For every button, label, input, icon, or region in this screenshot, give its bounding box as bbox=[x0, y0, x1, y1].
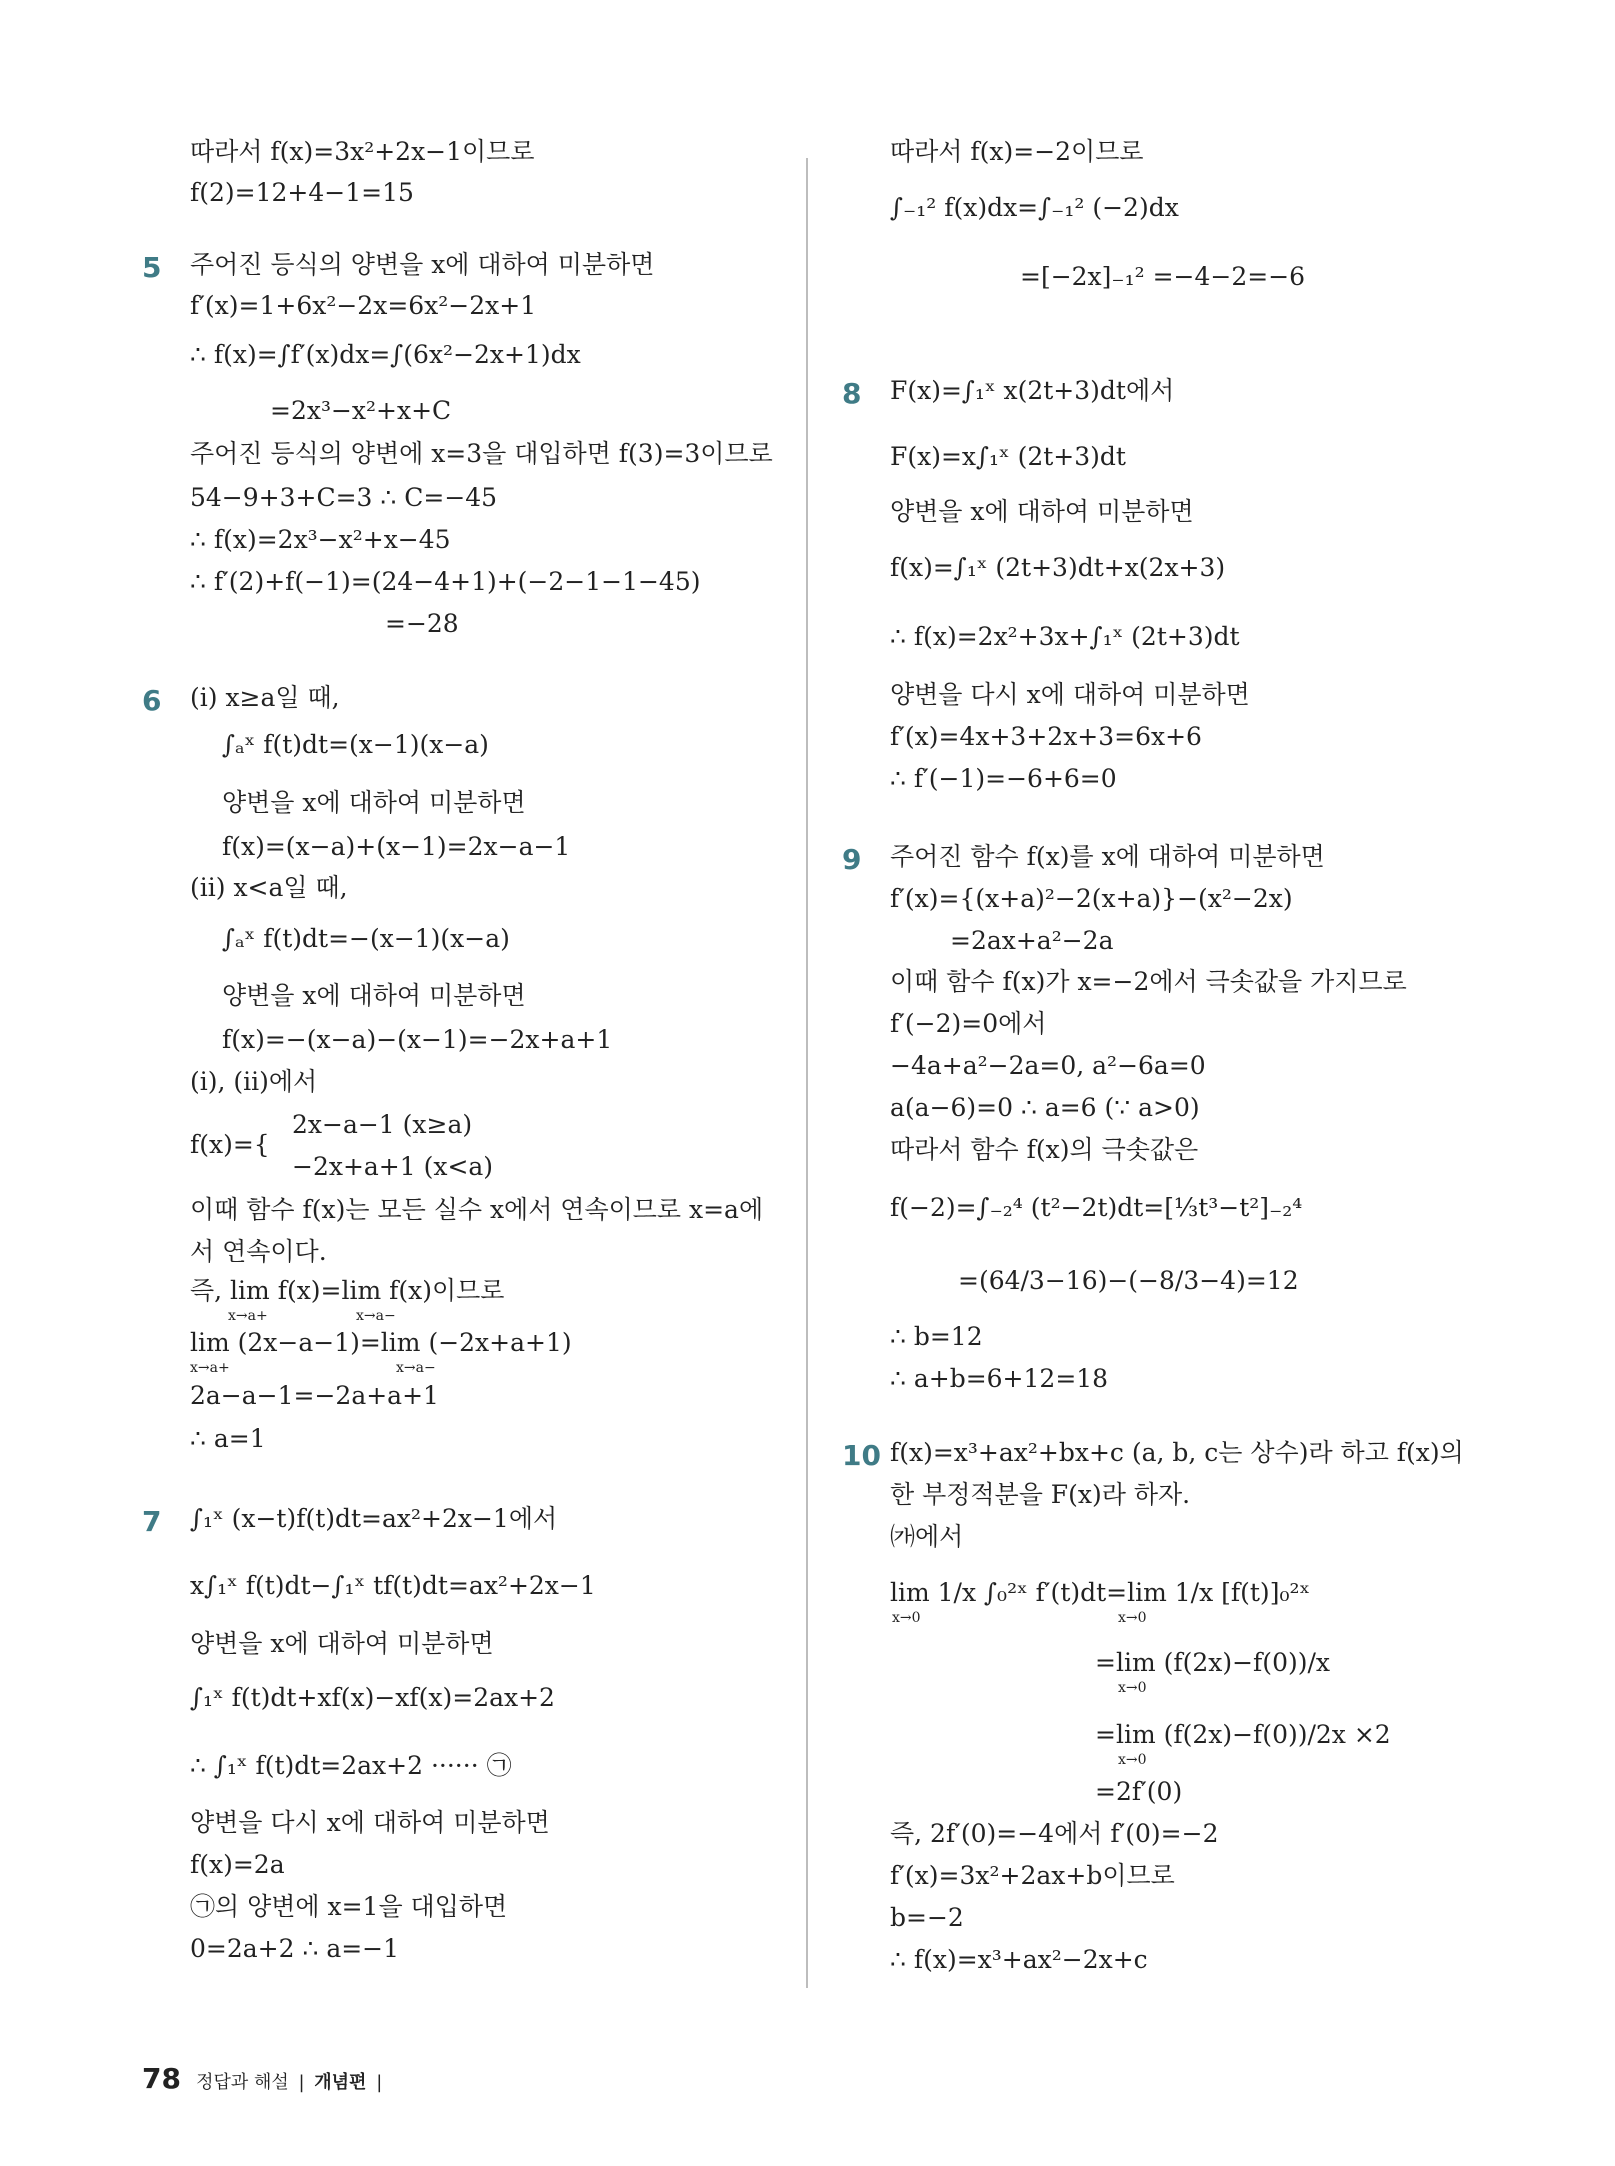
solution-line: ∴ a+b=6+12=18 bbox=[890, 1364, 1109, 1393]
page-number: 78 bbox=[142, 2062, 181, 2095]
solution-line: f(2)=12+4−1=15 bbox=[190, 178, 414, 207]
solution-line: ∫₁ˣ (x−t)f(t)dt=ax²+2x−1에서 bbox=[190, 1504, 558, 1533]
solution-line: f′(x)=1+6x²−2x=6x²−2x+1 bbox=[190, 291, 537, 320]
solution-line: f(x)=−(x−a)−(x−1)=−2x+a+1 bbox=[222, 1025, 613, 1054]
solution-line: F(x)=x∫₁ˣ (2t+3)dt bbox=[890, 442, 1126, 471]
limit-subscript: x→a− bbox=[396, 1360, 436, 1376]
solution-line: 양변을 다시 x에 대하여 미분하면 bbox=[890, 680, 1250, 709]
solution-line: f(x)=(x−a)+(x−1)=2x−a−1 bbox=[222, 832, 571, 861]
solution-line: ∴ b=12 bbox=[890, 1322, 983, 1351]
solution-line: 주어진 등식의 양변을 x에 대하여 미분하면 bbox=[190, 250, 655, 279]
solution-line: =−28 bbox=[385, 609, 459, 638]
solution-line: ∴ f′(2)+f(−1)=(24−4+1)+(−2−1−1−45) bbox=[190, 567, 701, 596]
solution-line: ∫₁ˣ f(t)dt+xf(x)−xf(x)=2ax+2 bbox=[190, 1683, 555, 1712]
solution-line: (i) x≥a일 때, bbox=[190, 683, 340, 712]
solution-line: ∴ a=1 bbox=[190, 1424, 266, 1453]
solution-line: ∫ₐˣ f(t)dt=−(x−1)(x−a) bbox=[222, 924, 510, 953]
edition-label: 개념편 bbox=[314, 2072, 367, 2093]
problem-number: 10 bbox=[842, 1439, 881, 1472]
column-divider bbox=[806, 158, 808, 1988]
solution-line: lim (2x−a−1)=lim (−2x+a+1) bbox=[190, 1328, 572, 1357]
footer-label bbox=[196, 2072, 386, 2093]
problem-number: 9 bbox=[842, 843, 862, 876]
solution-line: 따라서 f(x)=−2이므로 bbox=[890, 137, 1144, 166]
solution-line: ∫ₐˣ f(t)dt=(x−1)(x−a) bbox=[222, 730, 489, 759]
solution-line: 양변을 x에 대하여 미분하면 bbox=[222, 788, 526, 817]
solution-line: 양변을 x에 대하여 미분하면 bbox=[222, 981, 526, 1010]
solution-line: f(x)={ bbox=[190, 1130, 270, 1159]
problem-number: 6 bbox=[142, 684, 162, 717]
solution-line: ∴ f(x)=2x³−x²+x−45 bbox=[190, 525, 451, 554]
book-section: 정답과 해설 bbox=[196, 2072, 289, 2093]
solution-line: 54−9+3+C=3 ∴ C=−45 bbox=[190, 483, 498, 512]
solution-line: F(x)=∫₁ˣ x(2t+3)dt에서 bbox=[890, 376, 1175, 405]
solution-line: lim 1/x ∫₀²ˣ f′(t)dt=lim 1/x [f(t)]₀²ˣ bbox=[890, 1578, 1311, 1607]
solution-line: f′(x)=3x²+2ax+b이므로 bbox=[890, 1861, 1175, 1890]
solution-line: 2a−a−1=−2a+a+1 bbox=[190, 1381, 439, 1410]
limit-subscript: x→a+ bbox=[228, 1308, 268, 1324]
footer-separator: | bbox=[376, 2072, 383, 2093]
limit-subscript: x→a+ bbox=[190, 1360, 230, 1376]
solution-line: b=−2 bbox=[890, 1903, 964, 1932]
solution-line: f(x)=x³+ax²+bx+c (a, b, c는 상수)라 하고 f(x)의 bbox=[890, 1438, 1464, 1467]
solution-line: ㉠의 양변에 x=1을 대입하면 bbox=[190, 1892, 508, 1921]
problem-number: 7 bbox=[142, 1505, 162, 1538]
solution-line: x∫₁ˣ f(t)dt−∫₁ˣ tf(t)dt=ax²+2x−1 bbox=[190, 1571, 596, 1600]
problem-number: 5 bbox=[142, 251, 162, 284]
limit-subscript: x→0 bbox=[892, 1610, 921, 1626]
solution-line: 주어진 함수 f(x)를 x에 대하여 미분하면 bbox=[890, 842, 1325, 871]
solution-line: ∴ f′(−1)=−6+6=0 bbox=[890, 764, 1117, 793]
solution-line: f′(−2)=0에서 bbox=[890, 1009, 1047, 1038]
solution-line: =2f′(0) bbox=[1095, 1777, 1183, 1806]
solution-line: 양변을 다시 x에 대하여 미분하면 bbox=[190, 1808, 550, 1837]
solution-line: ㈎에서 bbox=[890, 1522, 964, 1551]
solution-line: =2ax+a²−2a bbox=[950, 926, 1114, 955]
solution-line: f(x)=∫₁ˣ (2t+3)dt+x(2x+3) bbox=[890, 553, 1226, 582]
solution-line: 즉, lim f(x)=lim f(x)이므로 bbox=[190, 1276, 505, 1305]
solution-line: =lim (f(2x)−f(0))/2x ×2 bbox=[1095, 1720, 1391, 1749]
solution-line: 따라서 f(x)=3x²+2x−1이므로 bbox=[190, 137, 535, 166]
solution-line: (i), (ii)에서 bbox=[190, 1067, 318, 1096]
footer-separator: | bbox=[298, 2072, 305, 2093]
limit-subscript: x→0 bbox=[1118, 1610, 1147, 1626]
solution-line: 이때 함수 f(x)가 x=−2에서 극솟값을 가지므로 bbox=[890, 967, 1407, 996]
solution-line: 따라서 함수 f(x)의 극솟값은 bbox=[890, 1135, 1199, 1164]
limit-subscript: x→a− bbox=[356, 1308, 396, 1324]
solution-line: a(a−6)=0 ∴ a=6 (∵ a>0) bbox=[890, 1093, 1200, 1122]
solution-line: =[−2x]₋₁² =−4−2=−6 bbox=[1020, 262, 1306, 291]
solution-line: ∴ ∫₁ˣ f(t)dt=2ax+2 ······ ㉠ bbox=[190, 1751, 512, 1780]
solution-line: ∴ f(x)=∫f′(x)dx=∫(6x²−2x+1)dx bbox=[190, 340, 581, 369]
solution-line: 양변을 x에 대하여 미분하면 bbox=[890, 497, 1194, 526]
solution-line: 즉, 2f′(0)=−4에서 f′(0)=−2 bbox=[890, 1819, 1219, 1848]
solution-line: 2x−a−1 (x≥a) bbox=[292, 1110, 473, 1139]
problem-number: 8 bbox=[842, 377, 862, 410]
solution-line: 이때 함수 f(x)는 모든 실수 x에서 연속이므로 x=a에 bbox=[190, 1195, 764, 1224]
limit-subscript: x→0 bbox=[1118, 1680, 1147, 1696]
solution-line: −2x+a+1 (x<a) bbox=[292, 1152, 494, 1181]
solution-line: f(x)=2a bbox=[190, 1850, 285, 1879]
solution-line: f(−2)=∫₋₂⁴ (t²−2t)dt=[⅓t³−t²]₋₂⁴ bbox=[890, 1193, 1303, 1222]
solution-line: ∴ f(x)=x³+ax²−2x+c bbox=[890, 1945, 1148, 1974]
page-footer bbox=[142, 2062, 386, 2095]
solution-line: 한 부정적분을 F(x)라 하자. bbox=[890, 1480, 1191, 1509]
solution-line: f′(x)=4x+3+2x+3=6x+6 bbox=[890, 722, 1202, 751]
solution-line: 0=2a+2 ∴ a=−1 bbox=[190, 1934, 400, 1963]
solution-line: (ii) x<a일 때, bbox=[190, 873, 348, 902]
solution-line: −4a+a²−2a=0, a²−6a=0 bbox=[890, 1051, 1206, 1080]
solution-line: 주어진 등식의 양변에 x=3을 대입하면 f(3)=3이므로 bbox=[190, 439, 773, 468]
limit-subscript: x→0 bbox=[1118, 1752, 1147, 1768]
solution-line: f′(x)={(x+a)²−2(x+a)}−(x²−2x) bbox=[890, 884, 1293, 913]
solution-line: =lim (f(2x)−f(0))/x bbox=[1095, 1648, 1330, 1677]
solution-line: ∫₋₁² f(x)dx=∫₋₁² (−2)dx bbox=[890, 193, 1179, 222]
solution-line: ∴ f(x)=2x²+3x+∫₁ˣ (2t+3)dt bbox=[890, 622, 1240, 651]
solution-line: 양변을 x에 대하여 미분하면 bbox=[190, 1629, 494, 1658]
solution-line: =2x³−x²+x+C bbox=[270, 396, 452, 425]
solution-line: =(64/3−16)−(−8/3−4)=12 bbox=[958, 1266, 1299, 1295]
solution-line: 서 연속이다. bbox=[190, 1237, 327, 1266]
